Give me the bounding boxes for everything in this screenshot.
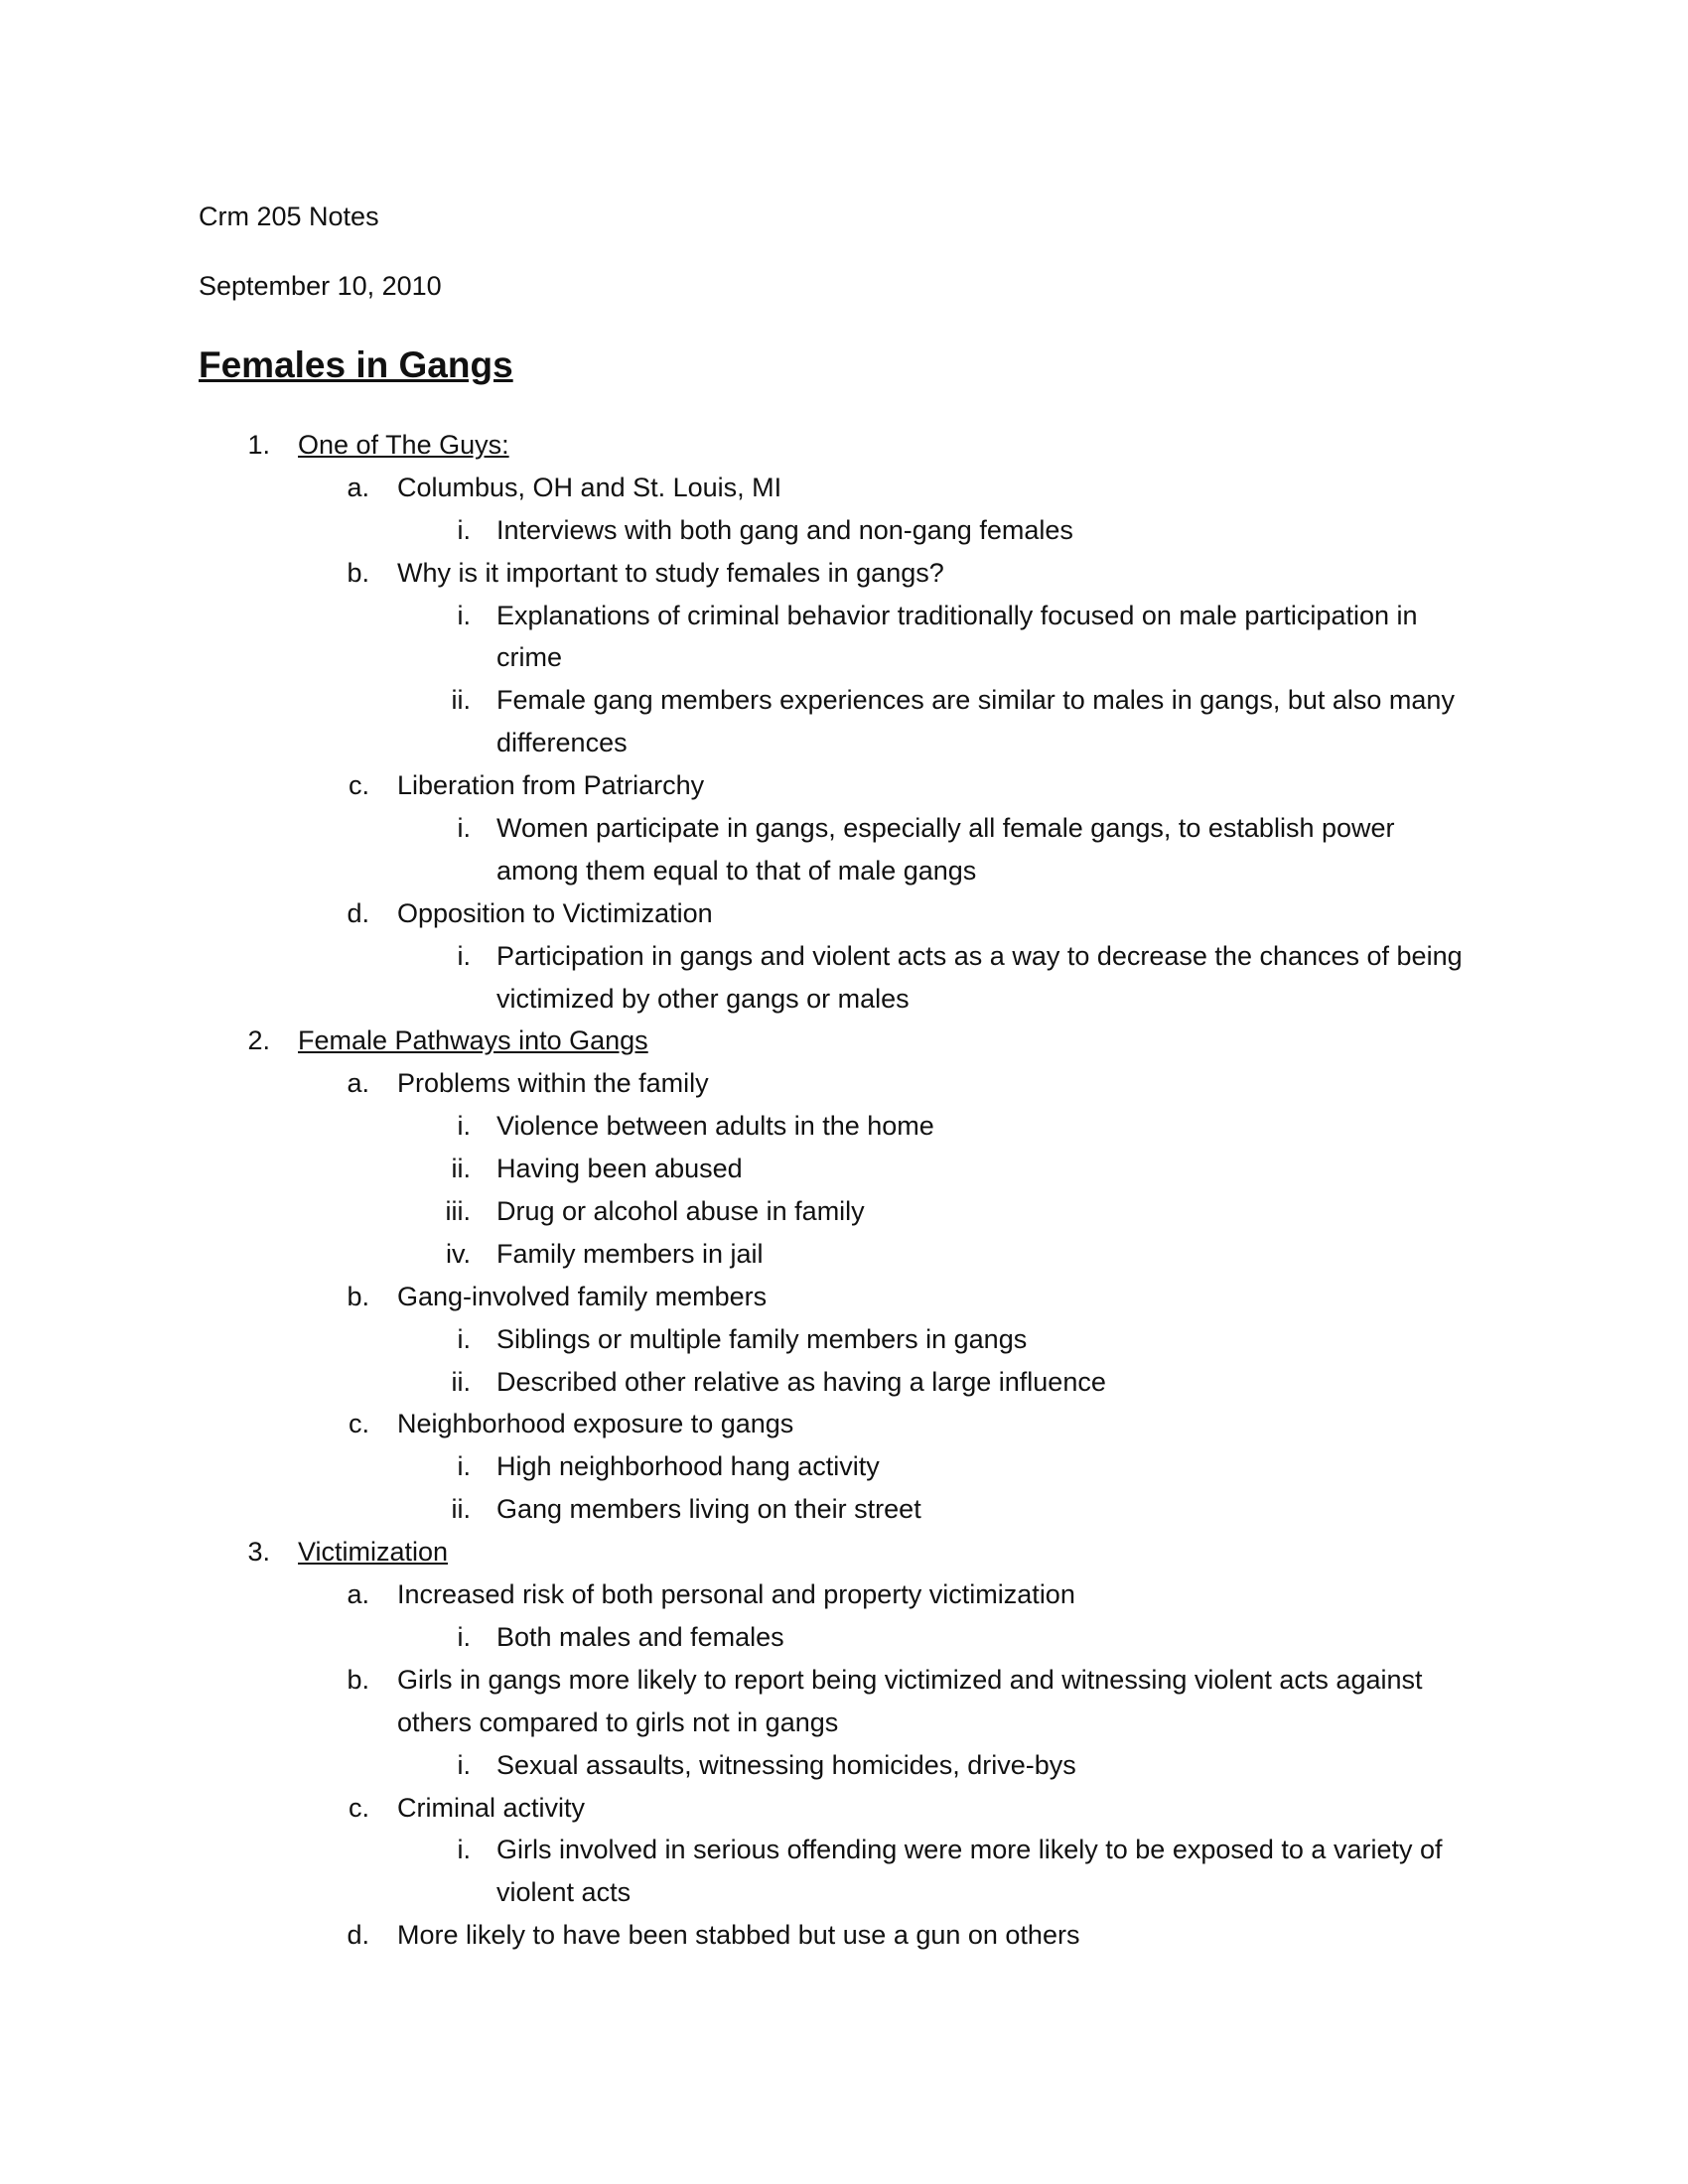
list-item-text: Sexual assaults, witnessing homicides, drive-bys (496, 1749, 1076, 1780)
list-item-text: violent acts (496, 1877, 632, 1908)
course-header: Crm 205 Notes (199, 202, 379, 231)
outline-subitem (0, 509, 1688, 552)
outline-item (0, 467, 1688, 509)
outline-subitem (0, 1190, 1688, 1233)
outline-subitem (0, 1871, 1688, 1914)
outline-item (0, 1403, 1688, 1445)
outline-subitem (0, 1744, 1688, 1787)
list-marker: i. (457, 813, 471, 844)
list-item-text: Girls in gangs more likely to report being victimized and witnessing violent acts against (397, 1664, 1423, 1695)
list-item-text: Liberation from Patriarchy (397, 770, 705, 801)
list-item-text: victimized by other gangs or males (496, 983, 910, 1014)
list-marker: i. (457, 1111, 471, 1142)
list-item-text: Columbus, OH and St. Louis, MI (397, 472, 782, 502)
outline-item (0, 1276, 1688, 1318)
outline-item (0, 1914, 1688, 1957)
list-marker: i. (457, 1835, 471, 1865)
list-marker: ii. (451, 685, 471, 716)
list-item-text: Why is it important to study females in gangs? (397, 557, 944, 588)
outline-subitem (0, 978, 1688, 1021)
list-marker: i. (457, 1323, 471, 1354)
list-marker: a. (347, 1579, 369, 1610)
list-marker: ii. (451, 1154, 471, 1184)
list-item-text: Drug or alcohol abuse in family (496, 1196, 865, 1227)
list-item-text: One of The Guys: (298, 430, 509, 460)
list-marker: c. (348, 1409, 369, 1439)
outline-subitem (0, 850, 1688, 892)
list-item-text: Victimization (298, 1537, 449, 1568)
list-item-text: Having been abused (496, 1154, 743, 1184)
list-marker: a. (347, 1068, 369, 1099)
list-marker: 2. (247, 1025, 270, 1056)
list-item-text: Family members in jail (496, 1238, 764, 1269)
list-marker: ii. (451, 1366, 471, 1397)
outline-subitem (0, 935, 1688, 978)
list-item-text: Interviews with both gang and non-gang females (496, 514, 1073, 545)
list-marker: iv. (446, 1238, 471, 1269)
list-item-text: others compared to girls not in gangs (397, 1706, 839, 1737)
list-marker: ii. (451, 1494, 471, 1525)
list-marker: i. (457, 1621, 471, 1652)
list-marker: iii. (445, 1196, 471, 1227)
outline-subitem (0, 1148, 1688, 1190)
list-item-text: differences (496, 728, 628, 758)
list-marker: i. (457, 940, 471, 971)
list-item-text: Gang-involved family members (397, 1281, 768, 1311)
section-heading (0, 1531, 1688, 1573)
list-item-text: Violence between adults in the home (496, 1111, 934, 1142)
list-item-text: Female gang members experiences are similar to males in gangs, but also many (496, 685, 1455, 716)
outline-item (0, 552, 1688, 595)
list-item-text: Increased risk of both personal and property victimization (397, 1579, 1075, 1610)
list-marker: c. (348, 770, 369, 801)
notes-outline (0, 424, 1688, 1957)
list-item-text: More likely to have been stabbed but use a gun on others (397, 1920, 1080, 1951)
outline-subitem (0, 1488, 1688, 1531)
outline-item (0, 1659, 1688, 1702)
outline-subitem (0, 595, 1688, 637)
outline-item (0, 1573, 1688, 1616)
list-item-text: Female Pathways into Gangs (298, 1025, 648, 1056)
outline-subitem (0, 679, 1688, 722)
outline-subitem (0, 1829, 1688, 1871)
outline-item (0, 1702, 1688, 1744)
list-item-text: High neighborhood hang activity (496, 1451, 880, 1482)
outline-item (0, 1062, 1688, 1105)
list-item-text: Explanations of criminal behavior traditionally focused on male participation in (496, 600, 1418, 630)
outline-item (0, 892, 1688, 935)
list-marker: 3. (247, 1537, 270, 1568)
list-marker: a. (347, 472, 369, 502)
list-item-text: Neighborhood exposure to gangs (397, 1409, 794, 1439)
notes-date: September 10, 2010 (199, 271, 442, 301)
list-item-text: Girls involved in serious offending were more likely to be exposed to a variety of (496, 1835, 1443, 1865)
outline-subitem (0, 1361, 1688, 1404)
outline-subitem (0, 1616, 1688, 1659)
list-item-text: Both males and females (496, 1621, 784, 1652)
list-item-text: Described other relative as having a large influence (496, 1366, 1106, 1397)
list-item-text: Problems within the family (397, 1068, 709, 1099)
outline-subitem (0, 1318, 1688, 1361)
list-marker: b. (347, 557, 369, 588)
list-item-text: among them equal to that of male gangs (496, 855, 977, 886)
page-title: Females in Gangs (199, 344, 513, 385)
outline-subitem (0, 1233, 1688, 1276)
outline-item (0, 1787, 1688, 1830)
outline-subitem (0, 722, 1688, 764)
list-marker: 1. (247, 430, 270, 460)
list-item-text: Participation in gangs and violent acts as a way to decrease the chances of being (496, 940, 1463, 971)
list-marker: i. (457, 1451, 471, 1482)
list-marker: c. (348, 1792, 369, 1823)
outline-subitem (0, 636, 1688, 679)
list-marker: b. (347, 1664, 369, 1695)
list-item-text: crime (496, 642, 562, 673)
list-marker: i. (457, 514, 471, 545)
section-heading (0, 1020, 1688, 1062)
list-marker: b. (347, 1281, 369, 1311)
section-heading (0, 424, 1688, 467)
list-item-text: Gang members living on their street (496, 1494, 921, 1525)
outline-subitem (0, 1445, 1688, 1488)
list-item-text: Criminal activity (397, 1792, 586, 1823)
outline-item (0, 764, 1688, 807)
list-item-text: Opposition to Victimization (397, 897, 713, 928)
outline-subitem (0, 807, 1688, 850)
list-item-text: Women participate in gangs, especially all female gangs, to establish power (496, 813, 1395, 844)
list-marker: i. (457, 1749, 471, 1780)
outline-subitem (0, 1105, 1688, 1148)
list-marker: d. (347, 1920, 369, 1951)
list-item-text: Siblings or multiple family members in gangs (496, 1323, 1028, 1354)
list-marker: d. (347, 897, 369, 928)
list-marker: i. (457, 600, 471, 630)
